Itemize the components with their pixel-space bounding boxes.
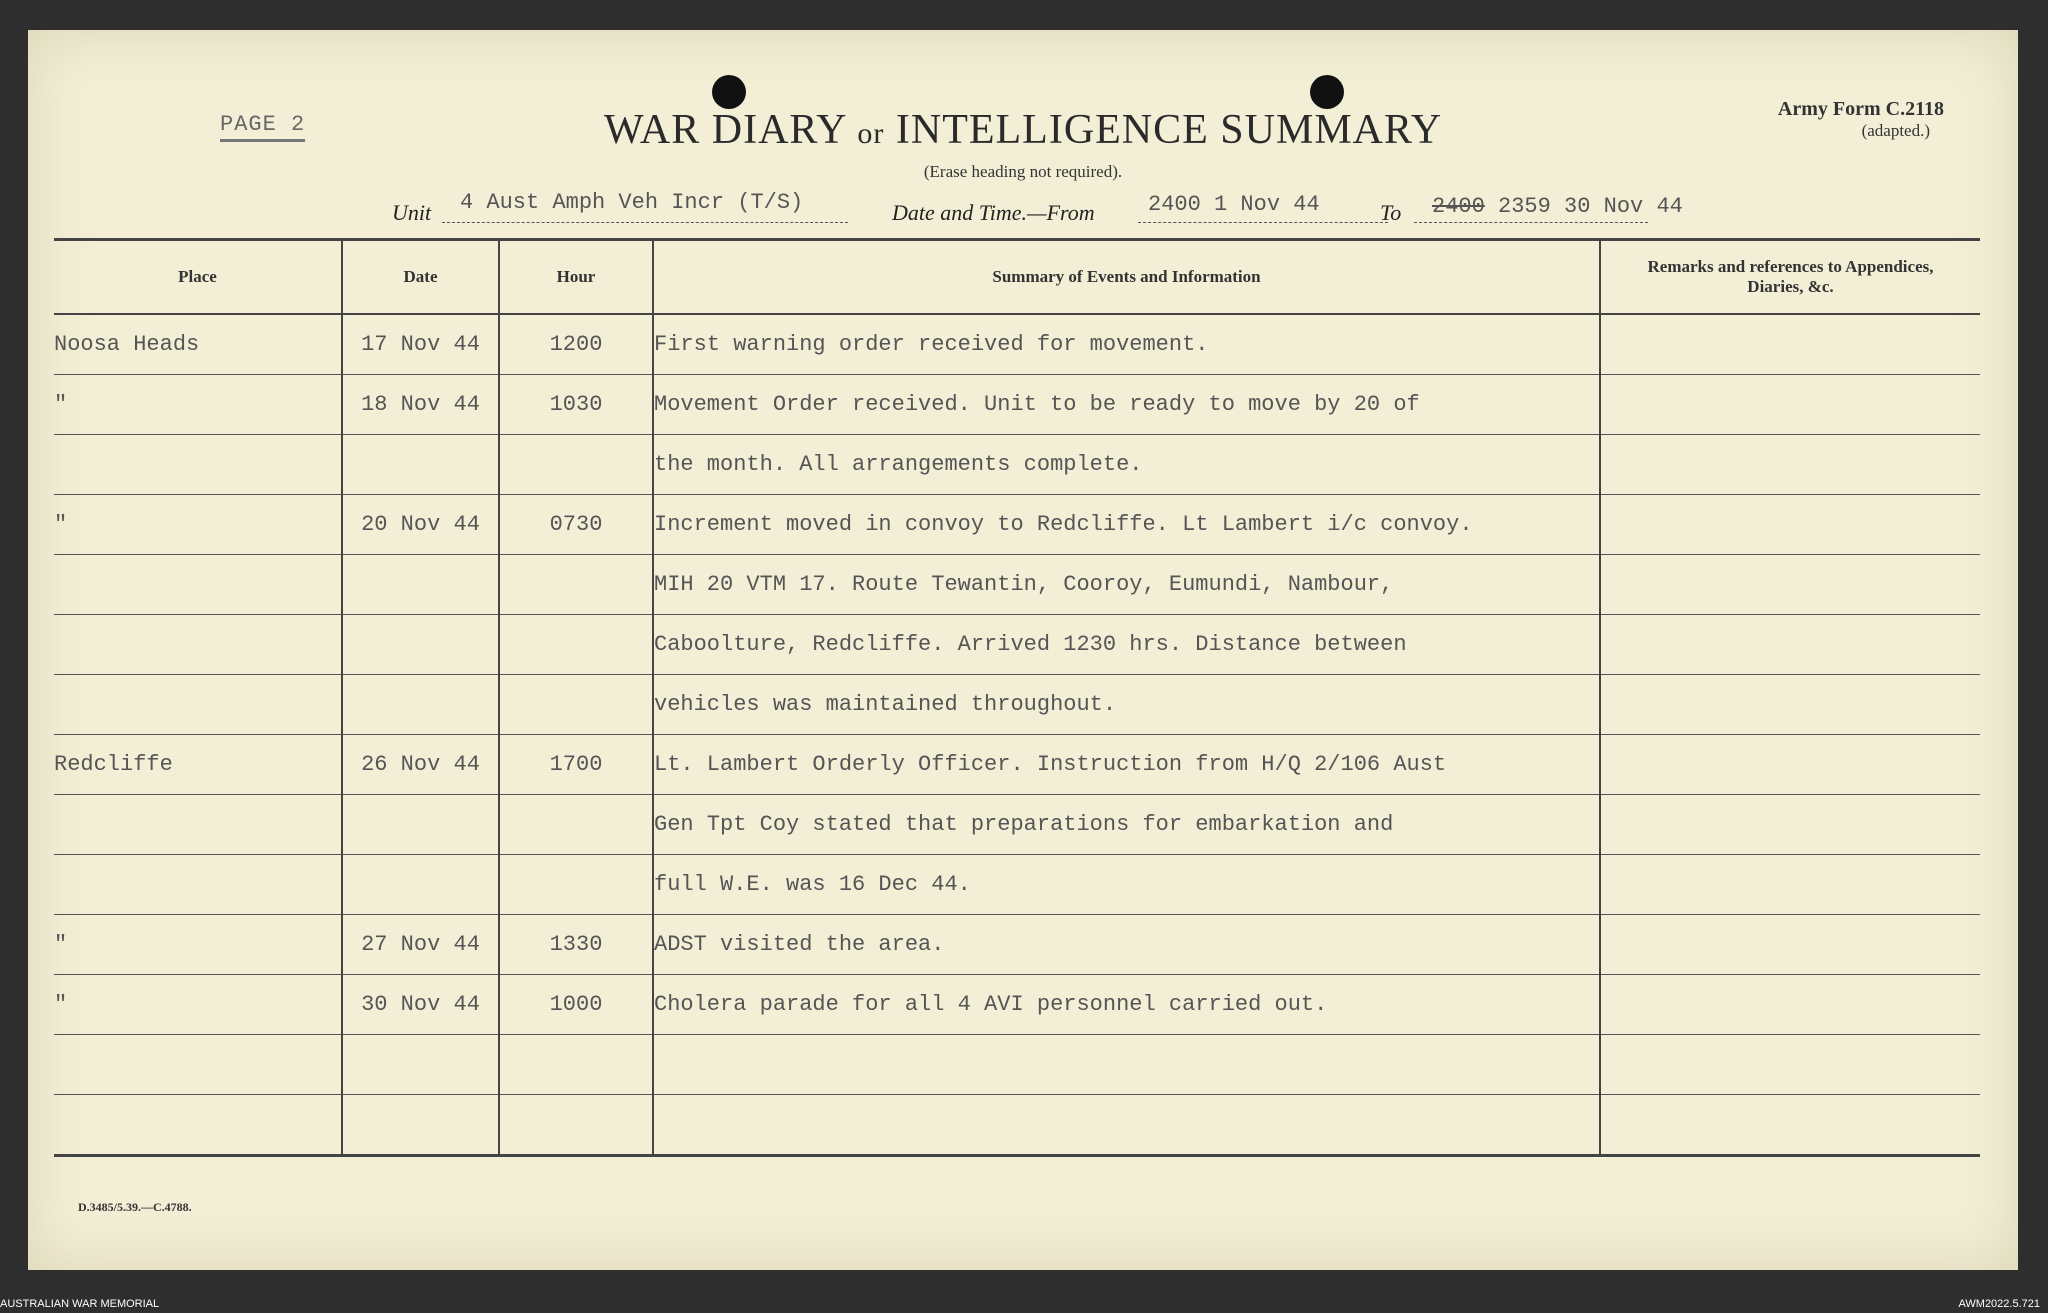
- remarks-cell: [1600, 555, 1980, 615]
- table-row: [54, 915, 1980, 975]
- date-cell: 18 Nov 44: [342, 375, 499, 435]
- date-cell: [342, 615, 499, 675]
- date-cell: [342, 435, 499, 495]
- to-label: To: [1380, 200, 1402, 225]
- place-cell: [54, 855, 342, 915]
- to-dotted-line: [1414, 222, 1648, 223]
- col-remarks: Remarks and references to Appendices, Diaries, &c.: [1600, 240, 1980, 315]
- army-form-id: Army Form C.2118 (adapted.): [1777, 98, 1944, 140]
- date-cell: [342, 1095, 499, 1156]
- table-row: [54, 615, 1980, 675]
- date-cell: [342, 555, 499, 615]
- table-row: [54, 375, 1980, 435]
- from-dotted-line: [1138, 222, 1388, 223]
- summary-cell: ADST visited the area.: [653, 915, 1600, 975]
- punch-hole: [1310, 75, 1344, 109]
- date-cell: [342, 675, 499, 735]
- summary-cell: Increment moved in convoy to Redcliffe. Lt Lambert i/c convoy.: [653, 495, 1600, 555]
- col-hour: Hour: [499, 240, 653, 315]
- remarks-cell: [1600, 1035, 1980, 1095]
- col-summary: Summary of Events and Information: [653, 240, 1600, 315]
- remarks-cell: [1600, 735, 1980, 795]
- form-title: WAR DIARY or INTELLIGENCE SUMMARY: [603, 107, 1443, 153]
- place-cell: ": [54, 975, 342, 1035]
- remarks-cell: [1600, 314, 1980, 375]
- diary-table: [54, 238, 1980, 1157]
- hour-cell: [499, 555, 653, 615]
- summary-cell: [653, 1035, 1600, 1095]
- table-row: [54, 435, 1980, 495]
- unit-value: 4 Aust Amph Veh Incr (T/S): [460, 190, 804, 215]
- hour-cell: 1330: [499, 915, 653, 975]
- col-date: Date: [342, 240, 499, 315]
- date-time-label: Date and Time.—From: [892, 200, 1095, 225]
- remarks-cell: [1600, 615, 1980, 675]
- hour-cell: 0730: [499, 495, 653, 555]
- date-cell: [342, 795, 499, 855]
- place-cell: [54, 435, 342, 495]
- table-row: [54, 795, 1980, 855]
- summary-cell: the month. All arrangements complete.: [653, 435, 1600, 495]
- to-value: 2400 2359 30 Nov 44: [1432, 194, 1683, 219]
- remarks-cell: [1600, 915, 1980, 975]
- hour-cell: 1200: [499, 314, 653, 375]
- hour-cell: [499, 1035, 653, 1095]
- date-cell: 20 Nov 44: [342, 495, 499, 555]
- print-code: D.3485/5.39.—C.4788.: [78, 1200, 192, 1214]
- table-row: [54, 495, 1980, 555]
- hour-cell: [499, 855, 653, 915]
- place-cell: ": [54, 915, 342, 975]
- hour-cell: [499, 615, 653, 675]
- date-cell: 17 Nov 44: [342, 314, 499, 375]
- table-row: [54, 1095, 1980, 1156]
- remarks-cell: [1600, 975, 1980, 1035]
- place-cell: ": [54, 495, 342, 555]
- place-cell: [54, 1095, 342, 1156]
- remarks-cell: [1600, 795, 1980, 855]
- date-cell: 30 Nov 44: [342, 975, 499, 1035]
- erase-note: (Erase heading not required).: [923, 162, 1123, 181]
- hour-cell: 1000: [499, 975, 653, 1035]
- place-cell: [54, 555, 342, 615]
- date-cell: 27 Nov 44: [342, 915, 499, 975]
- table-row: [54, 735, 1980, 795]
- hour-cell: 1700: [499, 735, 653, 795]
- place-cell: [54, 615, 342, 675]
- summary-cell: full W.E. was 16 Dec 44.: [653, 855, 1600, 915]
- place-cell: Redcliffe: [54, 735, 342, 795]
- hour-cell: [499, 435, 653, 495]
- summary-cell: [653, 1095, 1600, 1156]
- summary-cell: Movement Order received. Unit to be ready to move by 20 of: [653, 375, 1600, 435]
- remarks-cell: [1600, 855, 1980, 915]
- col-place: Place: [54, 240, 342, 315]
- remarks-cell: [1600, 375, 1980, 435]
- date-cell: 26 Nov 44: [342, 735, 499, 795]
- summary-cell: First warning order received for movement.: [653, 314, 1600, 375]
- table-row: [54, 855, 1980, 915]
- punch-hole: [712, 75, 746, 109]
- table-row: [54, 675, 1980, 735]
- table-row: [54, 975, 1980, 1035]
- diary-page: [28, 30, 2018, 1270]
- unit-dotted-line: [442, 222, 848, 223]
- date-cell: [342, 1035, 499, 1095]
- table-row: [54, 555, 1980, 615]
- summary-cell: Cholera parade for all 4 AVI personnel carried out.: [653, 975, 1600, 1035]
- summary-cell: vehicles was maintained throughout.: [653, 675, 1600, 735]
- remarks-cell: [1600, 675, 1980, 735]
- place-cell: [54, 675, 342, 735]
- hour-cell: [499, 675, 653, 735]
- summary-cell: Lt. Lambert Orderly Officer. Instruction from H/Q 2/106 Aust: [653, 735, 1600, 795]
- remarks-cell: [1600, 435, 1980, 495]
- table-row: [54, 314, 1980, 375]
- place-cell: ": [54, 375, 342, 435]
- hour-cell: 1030: [499, 375, 653, 435]
- remarks-cell: [1600, 495, 1980, 555]
- summary-cell: Gen Tpt Coy stated that preparations for embarkation and: [653, 795, 1600, 855]
- hour-cell: [499, 795, 653, 855]
- unit-label: Unit: [392, 200, 432, 225]
- summary-cell: MIH 20 VTM 17. Route Tewantin, Cooroy, Eumundi, Nambour,: [653, 555, 1600, 615]
- remarks-cell: [1600, 1095, 1980, 1156]
- date-cell: [342, 855, 499, 915]
- archive-caption: AUSTRALIAN WAR MEMORIAL: [0, 1298, 160, 1310]
- place-cell: Noosa Heads: [54, 314, 342, 375]
- summary-cell: Caboolture, Redcliffe. Arrived 1230 hrs. Distance between: [653, 615, 1600, 675]
- table-header-row: [54, 240, 1980, 315]
- archive-reference: AWM2022.5.721: [1958, 1298, 2040, 1310]
- place-cell: [54, 795, 342, 855]
- page-label: PAGE 2: [220, 112, 305, 142]
- hour-cell: [499, 1095, 653, 1156]
- place-cell: [54, 1035, 342, 1095]
- table-row: [54, 1035, 1980, 1095]
- from-value: 2400 1 Nov 44: [1148, 192, 1320, 217]
